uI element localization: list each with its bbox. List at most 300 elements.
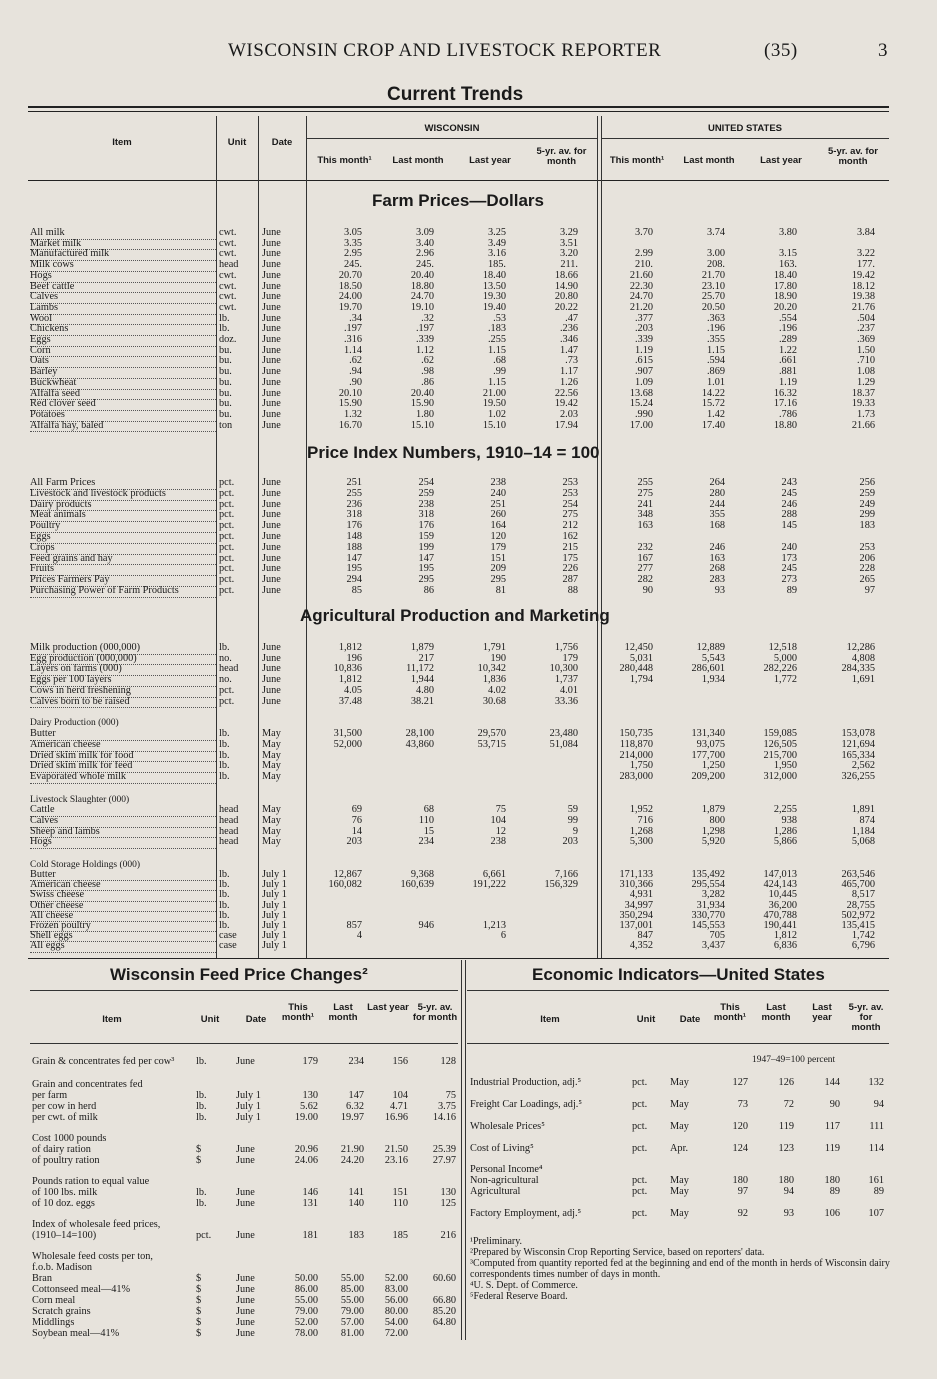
table-cell: 226 [562,564,578,575]
table-cell: 123 [778,1143,794,1154]
row-label: Corn meal [32,1295,76,1306]
table-cell: 19.50 [482,399,506,410]
table-cell: 15.10 [482,420,506,431]
table-cell: 179 [562,653,578,664]
table-cell: 20.70 [338,270,362,281]
table-cell: 263,546 [841,870,875,880]
table-cell: .53 [493,313,506,324]
table-cell: 12,889 [696,643,725,653]
row-label: Manufactured milk [30,249,216,261]
table-cell: 188 [346,542,362,553]
table-cell: 180 [824,1175,840,1186]
table-cell: cwt. [219,228,237,238]
table-cell: 318 [418,510,434,521]
table-cell: 1,934 [701,675,725,686]
table-cell: pct. [632,1121,648,1132]
column-header: Date [245,1014,267,1025]
table-cell: 31,934 [696,900,725,911]
row-label: Industrial Production, adj.⁵ [470,1077,582,1088]
table-cell: 1,737 [554,675,578,686]
table-cell: 147 [348,1090,364,1101]
table-cell: May [670,1175,689,1186]
table-cell: 299 [859,510,875,521]
table-cell: lb. [219,880,230,891]
table-cell: 86.00 [294,1284,318,1295]
table-cell: 110 [418,815,434,826]
table-cell: 1,691 [851,675,875,686]
table-cell: May [262,729,281,739]
table-cell: May [670,1099,689,1110]
table-cell: 163 [637,521,653,532]
table-cell: 9,368 [410,870,434,880]
table-cell: .197 [343,324,362,335]
table-cell: 83.00 [384,1284,408,1295]
row-label: Dried skim milk for feed [30,761,216,773]
table-cell: 17.80 [773,281,797,292]
col-divider [216,116,217,959]
table-cell: 86 [423,586,434,596]
table-cell: 130 [440,1187,456,1198]
table-cell: 253 [562,478,578,488]
table-cell: June [262,302,281,313]
table-cell: 17.94 [554,420,578,431]
table-cell: May [262,837,281,848]
table-cell: 89 [829,1186,840,1197]
slaughter-heading: Livestock Slaughter (000) [30,795,130,805]
row-label: Eggs [30,335,216,347]
table-cell: .236 [559,324,578,335]
table-cell: .316 [343,335,362,345]
row-label: Index of wholesale feed prices, [32,1219,161,1230]
table-cell: 1.80 [415,409,434,420]
table-cell: 1,772 [773,675,797,686]
col-wi-year: Last year [469,155,511,166]
table-cell: 295,554 [691,880,725,891]
table-cell: May [262,772,281,783]
table-cell: 72 [783,1099,794,1110]
table-cell: bu. [219,399,232,410]
table-cell: 4.02 [487,685,506,696]
row-label: American cheese [30,880,216,891]
row-label: Beef cattle [30,282,216,294]
table-cell: 94 [873,1099,884,1110]
top-rule-2 [28,111,889,112]
table-cell: 3.15 [778,249,797,260]
row-label: Purchasing Power of Farm Products [30,586,216,598]
table-cell: case [219,931,237,942]
table-cell: 232 [637,542,653,553]
row-label: Red clover seed [30,399,216,411]
table-cell: 286,601 [691,664,725,675]
table-cell: 119 [824,1143,840,1154]
table-cell: 54.00 [384,1317,408,1328]
table-cell: 2.96 [415,249,434,260]
table-cell: 28,755 [846,900,875,911]
feed-rule [30,990,458,991]
table-cell: 110 [392,1198,408,1209]
table-cell: 20.96 [294,1144,318,1155]
table-cell: 18.50 [338,281,362,292]
table-cell: 282,226 [763,664,797,675]
table-cell: 3.00 [706,249,725,260]
table-cell: 124 [732,1143,748,1154]
table-cell: 253 [859,542,875,553]
table-cell: 196 [346,653,362,664]
table-cell: $ [196,1273,202,1284]
table-cell: 228 [859,564,875,575]
table-cell: 234 [418,837,434,848]
storage-heading: Cold Storage Holdings (000) [30,860,141,870]
table-cell: 190,441 [763,921,797,931]
table-cell: 37.48 [338,696,362,707]
table-cell: cwt. [219,292,237,303]
footnote: ⁴U. S. Dept. of Commerce. [470,1280,578,1291]
table-cell: June [236,1328,255,1339]
table-cell: 99 [567,815,578,826]
table-cell: 259 [859,488,875,499]
table-cell: 310,366 [619,880,653,891]
table-cell: 275 [637,488,653,499]
table-cell: 59 [567,805,578,815]
row-label: Frozen poultry [30,921,216,932]
table-cell: 19.42 [851,270,875,281]
table-cell: 4.80 [415,685,434,696]
table-cell: June [262,228,281,238]
table-cell: lb. [219,739,230,750]
table-cell: 203 [346,837,362,848]
row-label: All Farm Prices [30,478,216,490]
table-cell: 159,085 [763,729,797,739]
table-cell: 18.66 [554,270,578,281]
table-cell: 938 [781,815,797,826]
table-cell: 18.12 [851,281,875,292]
table-cell: .90 [349,377,362,388]
table-cell: ton [219,420,233,431]
table-cell: pct. [219,521,235,532]
row-label: Eggs [30,532,216,544]
table-cell: 195 [418,564,434,575]
table-cell: 118,870 [619,739,653,750]
table-cell: 135,492 [691,870,725,880]
table-cell: 502,972 [841,910,875,921]
table-cell: 318 [346,510,362,521]
row-label: Cattle [30,805,216,817]
table-cell: July 1 [236,1112,261,1123]
table-cell: cwt. [219,238,237,249]
table-cell: 1,879 [701,805,725,815]
table-cell: July 1 [262,931,287,942]
table-cell: 215 [562,542,578,553]
table-cell: 4,808 [851,653,875,664]
table-cell: 1,286 [773,826,797,837]
table-cell: 4 [356,931,362,942]
table-cell: 85 [351,586,362,596]
table-cell: 66.80 [432,1295,456,1306]
column-header: Item [102,1014,122,1025]
table-cell: 151 [490,553,506,564]
section-price-index: Price Index Numbers, 1910–14 = 100 [307,443,600,462]
table-cell: cwt. [219,249,237,260]
table-cell: bu. [219,345,232,356]
table-cell: pct. [219,696,235,707]
table-cell: pct. [219,575,235,586]
row-label: Milk cows [30,260,216,272]
footnote: ⁵Federal Reserve Board. [470,1291,568,1302]
feed-title: Wisconsin Feed Price Changes² [110,965,368,984]
table-cell: 15.90 [410,399,434,410]
table-cell: 120 [732,1121,748,1132]
table-cell: $ [196,1295,202,1306]
table-cell: 3.75 [437,1101,456,1112]
table-cell: pct. [632,1186,648,1197]
footnote: ³Computed from quantity reported fed at the beginning and end of the month in herds of Wisconsin dairy correspondents times number of days in month. [470,1258,890,1280]
row-label: Factory Employment, adj.⁵ [470,1208,582,1219]
table-cell: 131 [302,1198,318,1209]
table-cell: 355 [709,510,725,521]
table-cell: 85.20 [432,1306,456,1317]
table-cell: 2,255 [773,805,797,815]
table-cell: head [219,260,239,271]
table-cell: 55.00 [340,1273,364,1284]
row-label: American cheese [30,740,216,752]
table-cell: 94 [783,1186,794,1197]
table-cell: 245. [415,260,434,271]
table-cell: .554 [778,313,797,324]
table-cell: .346 [559,335,578,345]
table-cell: 6 [500,931,506,942]
table-cell: 177,700 [691,750,725,761]
table-cell: lb. [196,1112,207,1123]
table-cell: 1.17 [559,367,578,378]
column-header: Unit [636,1014,656,1025]
table-cell: 17.16 [773,399,797,410]
column-header: Unit [200,1014,220,1025]
table-cell: June [262,696,281,707]
table-cell: 1.73 [856,409,875,420]
table-cell: pct. [219,564,235,575]
table-cell: .907 [634,367,653,378]
row-label: Bran [32,1273,53,1284]
table-cell: bu. [219,388,232,399]
table-cell: June [262,420,281,431]
col-date: Date [271,137,293,148]
column-header: 5-yr. av. for month [412,1002,458,1023]
table-cell: 1.47 [559,345,578,356]
table-cell: 79.00 [340,1306,364,1317]
table-cell: 255 [637,478,653,488]
table-cell: pct. [219,478,235,488]
table-cell: 171,133 [619,870,653,880]
table-cell: .869 [706,367,725,378]
row-label: Soybean meal—41% [32,1328,120,1339]
table-cell: 24.06 [294,1155,318,1166]
table-cell: 156 [392,1056,408,1067]
table-cell: pct. [219,510,235,521]
table-cell: bu. [219,367,232,378]
table-cell: 3.70 [634,228,653,238]
table-cell: 847 [637,931,653,942]
table-cell: June [236,1284,255,1295]
column-header: Last year [812,1002,832,1023]
table-cell: 1,812 [773,931,797,942]
table-cell: 24.20 [340,1155,364,1166]
table-cell: $ [196,1155,202,1166]
table-cell: lb. [196,1198,207,1209]
table-cell: 21.70 [701,270,725,281]
table-cell: 14.22 [701,388,725,399]
table-cell: June [262,281,281,292]
table-cell: 162 [562,532,578,542]
table-cell: 287 [562,575,578,586]
table-cell: 3.29 [559,228,578,238]
table-cell: .786 [778,409,797,420]
table-cell: head [219,837,239,848]
table-cell: .34 [349,313,362,324]
table-cell: 5,300 [629,837,653,848]
table-cell: July 1 [262,921,287,931]
row-label: Grain and concentrates fed [32,1079,143,1090]
table-cell: May [670,1077,689,1088]
table-cell: 1.09 [634,377,653,388]
table-cell: 167 [637,553,653,564]
row-label: Freight Car Loadings, adj.⁵ [470,1099,582,1110]
table-cell: .94 [349,367,362,378]
table-cell: May [670,1121,689,1132]
table-cell: 25.39 [432,1144,456,1155]
table-cell: 249 [859,499,875,510]
table-cell: 145,553 [691,921,725,931]
table-cell: 1,944 [410,675,434,686]
table-cell: 273 [781,575,797,586]
table-cell: 1,750 [629,761,653,772]
table-cell: lb. [196,1187,207,1198]
table-cell: 280,448 [619,664,653,675]
table-cell: 1,184 [851,826,875,837]
table-cell: 5,031 [629,653,653,664]
table-cell: 52,000 [333,739,362,750]
table-cell: 22.30 [629,281,653,292]
row-label: Wool [30,314,216,326]
table-cell: 183 [348,1230,364,1241]
table-cell: 12,867 [333,870,362,880]
table-cell: 255 [346,488,362,499]
table-cell: 1,950 [773,761,797,772]
table-cell: 185 [392,1230,408,1241]
table-cell: 177. [856,260,875,271]
table-cell: 1.42 [706,409,725,420]
table-cell: 1.19 [634,345,653,356]
table-cell: 163 [709,553,725,564]
table-cell: 15.10 [410,420,434,431]
table-cell: 88 [567,586,578,596]
row-label: (1910–14=100) [32,1230,97,1241]
table-cell: 280 [709,488,725,499]
table-cell: 19.42 [554,399,578,410]
row-label: Egg production (000,000) [30,654,216,666]
main-title: Current Trends [387,84,524,105]
table-cell: 3.84 [856,228,875,238]
table-cell: 76 [351,815,362,826]
table-cell: 240 [781,542,797,553]
table-cell: .594 [706,356,725,367]
table-cell: 20.40 [410,270,434,281]
table-cell: $ [196,1317,202,1328]
table-cell: 208. [706,260,725,271]
table-cell: 57.00 [340,1317,364,1328]
table-cell: 180 [778,1175,794,1186]
table-cell: June [262,564,281,575]
table-cell: 14 [351,826,362,837]
row-label: Dairy products [30,500,216,512]
table-cell: 52.00 [384,1273,408,1284]
table-cell: .68 [493,356,506,367]
table-cell: July 1 [236,1101,261,1112]
table-cell: 1,298 [701,826,725,837]
table-cell: 19.40 [482,302,506,313]
table-cell: 4.01 [559,685,578,696]
table-cell: pct. [196,1230,212,1241]
table-cell: 199 [418,542,434,553]
table-cell: June [236,1317,255,1328]
table-cell: 2.95 [343,249,362,260]
table-cell: 15 [423,826,434,837]
table-cell: 159 [418,532,434,542]
table-cell: 209,200 [691,772,725,783]
row-label: All eggs [30,941,216,952]
table-cell: 68 [423,805,434,815]
table-cell: 283 [709,575,725,586]
table-cell: .196 [778,324,797,335]
row-label: Buckwheat [30,378,216,390]
table-cell: 210. [634,260,653,271]
table-cell: 19.00 [294,1112,318,1123]
table-cell: 5.62 [299,1101,318,1112]
table-cell: lb. [219,910,230,921]
table-cell: June [236,1306,255,1317]
table-cell: 11,172 [406,664,434,675]
table-cell: pct. [219,542,235,553]
table-cell: pct. [219,488,235,499]
row-label: Prices Farmers Pay [30,575,216,587]
table-cell: 12,518 [768,643,797,653]
table-cell: pct. [219,532,235,542]
table-cell: 282 [637,575,653,586]
page-number: 3 [878,40,888,61]
table-cell: 3.09 [415,228,434,238]
table-cell: .255 [487,335,506,345]
table-cell: 3,437 [701,941,725,952]
table-cell: pct. [219,586,235,596]
table-cell: 111 [869,1121,884,1132]
table-cell: cwt. [219,270,237,281]
table-cell: 1,891 [851,805,875,815]
table-cell: 2,562 [851,761,875,772]
table-cell: .32 [421,313,434,324]
table-cell: lb. [219,761,230,772]
table-cell: 17.00 [629,420,653,431]
row-label: Eggs per 100 layers [30,675,216,687]
table-cell: pct. [219,553,235,564]
table-cell: 1,268 [629,826,653,837]
table-cell: June [262,521,281,532]
table-cell: 705 [709,931,725,942]
table-cell: 465,700 [841,880,875,891]
row-label: Scratch grains [32,1306,91,1317]
table-cell: 10,300 [549,664,578,675]
table-cell: $ [196,1144,202,1155]
table-cell: 23.10 [701,281,725,292]
table-cell: 147,013 [763,870,797,880]
